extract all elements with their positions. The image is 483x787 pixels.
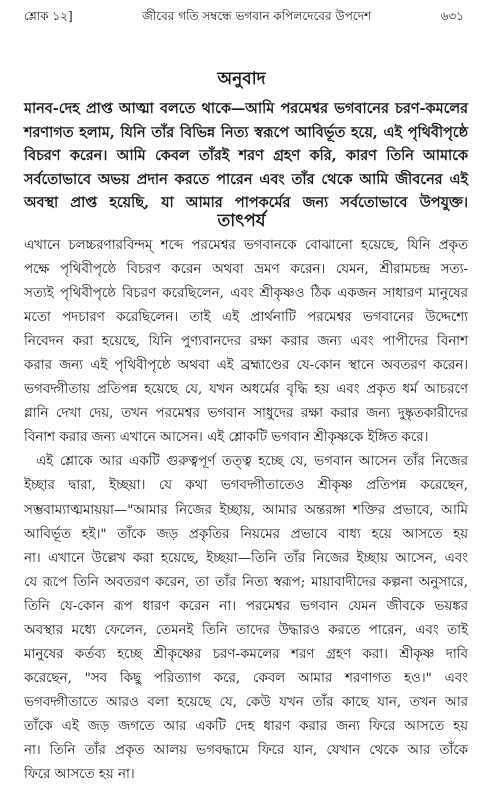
purport-line: আবির্ভূত হই।" তাঁকে জড় প্রকৃতির নিয়মের প্রভাবে বাধ্য হয়ে আসতে হয় (24, 526, 468, 542)
purport-line: না। এখানে উল্লেখ করা হয়েছে, ইচ্ছয়া—তিনি তাঁর নিজের ইচ্ছায় আসেন, এবং (24, 550, 468, 566)
purport-line: মানুষের কর্তব্য হচ্ছে শ্রীকৃষ্ণের চরণ-কমলের শরণ গ্রহণ করা। শ্রীকৃষ্ণ দাবি (24, 646, 468, 662)
purport-line: গ্লানি দেখা দেয়, তখন পরমেশ্বর ভগবান সাধুদের রক্ষা করার জন্য দুষ্কৃতকারীদের (24, 406, 468, 422)
purport-line: বিনাশ করার জন্য এখানে আসেন। এই শ্লোকটি ভগবান শ্রীকৃষ্ণকে ইঙ্গিত করে। (24, 430, 429, 446)
purport-line: নিবেদন করা হয়েছে, যিনি পুণ্যবানদের রক্ষা করার জন্য এবং পাপীদের বিনাশ (24, 334, 468, 350)
purport-line: ভগবদ্গীতায় প্রতিপন্ন হয়েছে যে, যখন অধর্মের বৃদ্ধি হয় এবং প্রকৃত ধর্ম আচরণে (24, 382, 468, 398)
purport-text (24, 234, 468, 787)
purport-line: যে রূপে তিনি অবতরণ করেন, তা তাঁর নিত্য স্বরূপ; মায়াবাদীদের কল্পনা অনুসারে, (24, 574, 468, 590)
purport-line: পক্ষে পৃথিবীপৃষ্ঠে বিচরণ করেন অথবা ভ্রমণ করেন। যেমন, শ্রীরামচন্দ্র সত্য- (24, 262, 468, 278)
purport-line: ফিরে আসতে হয় না। (24, 767, 135, 783)
purport-line: ইচ্ছার দ্বারা, ইচ্ছয়া। যে কথা ভগবদ্গীতাতেও শ্রীকৃষ্ণ প্রতিপন্ন করেছেন, (24, 478, 468, 494)
purport-line: মতো পদচারণ করেছিলেন। তাই এই প্রার্থনাটি পরমেশ্বর ভগবানের উদ্দেশ্যে (24, 310, 468, 326)
purport-line: সম্ভবাম্যাত্মমায়য়া—"আমার নিজের ইচ্ছায়, আমার অন্তরঙ্গা শক্তির প্রভাবে, আমি (24, 502, 468, 518)
purport-line: সত্যই পৃথিবীপৃষ্ঠে বিচরণ করেছিলেন, এবং শ্রীকৃষ্ণও ঠিক একজন সাধারণ মানুষের (24, 286, 468, 302)
running-head (24, 8, 464, 30)
purport-line: তাঁকে এই জড় জগতে আর একটি দেহ ধারণ করার জন্য ফিরে আসতে হয় (24, 718, 468, 734)
translation-heading: অনুবাদ (217, 69, 266, 89)
translation-text (24, 97, 468, 215)
purport-line: তিনি যে-কোন রূপ ধারণ করেন না। পরমেশ্বর ভগবান যেমন জীবকে ভয়ঙ্কর (24, 598, 468, 614)
purport-line: করার জন্য এই পৃথিবীপৃষ্ঠে অথবা এই ব্রহ্মাণ্ডের যে-কোন স্থানে অবতরণ করেন। (24, 358, 468, 374)
page-number: ৬৩১ (440, 9, 464, 23)
purport-line: ভগবদ্গীতাতে আরও বলা হয়েছে যে, কেউ যখন তাঁর কাছে যান, তখন আর (24, 694, 468, 710)
translation-line: মানব-দেহ প্রাপ্ত আত্মা বলতে থাকে—আমি পরমেশ্বর ভগবানের চরণ-কমলের (24, 100, 468, 117)
purport-line: না। তিনি তাঁর প্রকৃত আলয় ভগবদ্ধামে ফিরে যান, যেখান থেকে আর তাঁকে (24, 742, 468, 758)
translation-line: শরণাগত হলাম, যিনি তাঁর বিভিন্ন নিত্য স্বরূপে আবির্ভূত হয়ে, এই পৃথিবীপৃষ্ঠে (24, 123, 468, 141)
purport-line: অবস্থার মধ্যে ফেলেন, তেমনই তিনি তাদের উদ্ধারও করতে পারেন, এবং তাই (24, 622, 468, 638)
purport-line: করেছেন, "সব কিছু পরিত্যাগ করে, কেবল আমার শরণাগত হও।" এবং (24, 670, 468, 686)
purport-line: এই শ্লোকে আর একটি গুরুত্বপূর্ণ তত্ত্ব হচ্ছে যে, ভগবান আসেন তাঁর নিজের (36, 454, 468, 470)
verse-reference: শ্লোক ১২] (24, 9, 73, 23)
translation-line: সর্বতোভাবে অভয় প্রদান করতে পারেন এবং তাঁর থেকে আমি জীবনের এই (24, 170, 468, 188)
translation-line: অবস্থা প্রাপ্ত হয়েছি, যা আমার পাপকর্মের জন্য সর্বতোভাবে উপযুক্ত। (24, 194, 468, 212)
translation-line: বিচরণ করেন। আমি কেবল তাঁরই শরণ গ্রহণ করি, কারণ তিনি আমাকে (24, 147, 468, 165)
purport-heading: তাৎপর্য (217, 211, 266, 231)
purport-line: এখানে চলচ্চরণারবিন্দম্‌ শব্দে পরমেশ্বর ভগবানকে বোঝানো হয়েছে, যিনি প্রকৃত (24, 238, 468, 253)
chapter-running-title: জীবের গতি সম্বন্ধে ভগবান কপিলদেবের উপদেশ (142, 9, 372, 23)
